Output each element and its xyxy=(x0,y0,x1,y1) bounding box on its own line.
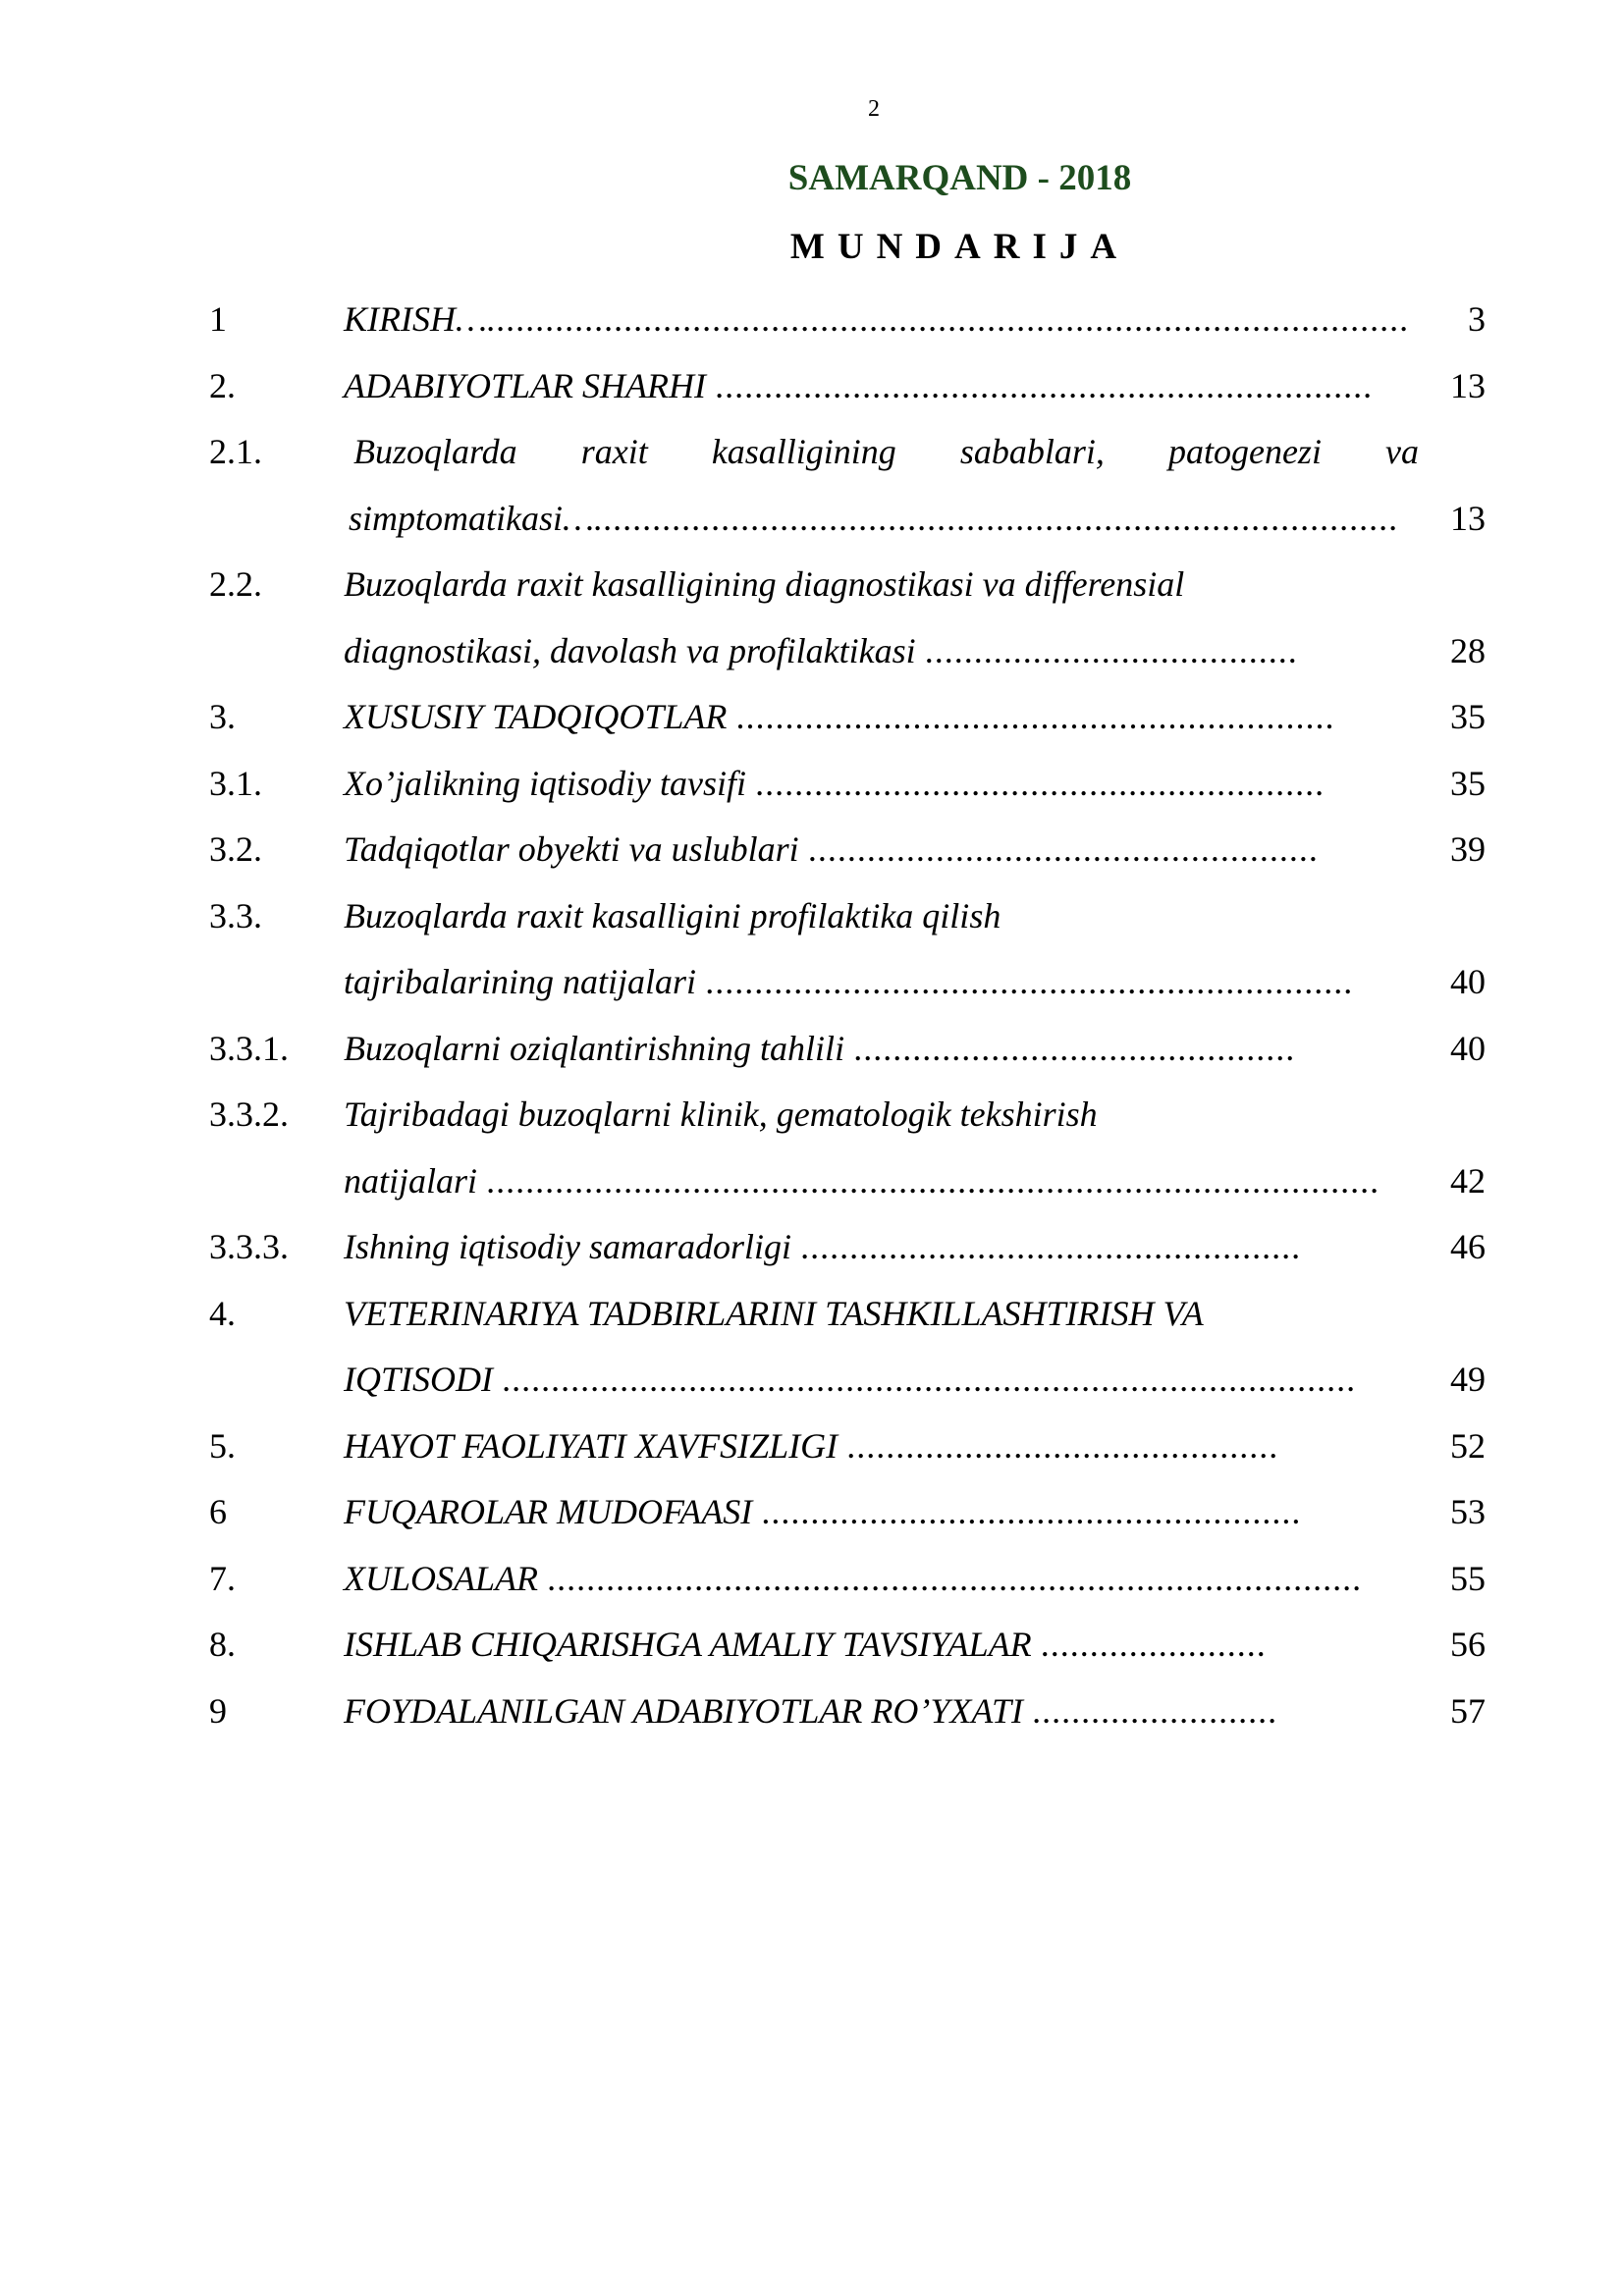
leader-dots: .......................................................... xyxy=(745,763,1325,803)
leader-dots: ............................................. xyxy=(844,1028,1297,1068)
page-number: 2 xyxy=(868,96,880,122)
toc-entry-title-continuation: IQTISODI ....................................................................................... xyxy=(344,1360,1357,1399)
toc-entry-number: 3.3.3. xyxy=(209,1227,289,1266)
leader-dots: .................................................................................. xyxy=(594,498,1400,538)
city-year-heading: SAMARQAND - 2018 xyxy=(787,158,1132,198)
toc-entry-title: Tadqiqotlar obyekti va uslublari .................................................... xyxy=(344,829,1320,869)
toc-entry-continuation[interactable] xyxy=(0,1347,1623,1414)
toc-entry[interactable] xyxy=(0,552,1623,618)
toc-entry[interactable] xyxy=(0,287,1623,353)
toc-entry[interactable] xyxy=(0,684,1623,751)
toc-entry-number: 6 xyxy=(209,1492,227,1531)
toc-entry-title: VETERINARIYA TADBIRLARINI TASHKILLASHTIRISH VA xyxy=(344,1293,1204,1333)
toc-entry-number: 3.1. xyxy=(209,763,262,803)
leader-dots: ................................................................................... xyxy=(538,1558,1363,1598)
toc-entry-continuation[interactable] xyxy=(0,1148,1623,1215)
toc-entry-title: KIRISH….............................................................................................. xyxy=(344,299,1410,339)
toc-entry-title: Xo’jalikning iqtisodiy tavsifi .......................................................... xyxy=(344,763,1325,803)
toc-entry-continuation[interactable] xyxy=(0,618,1623,685)
toc-entry-page: 3 xyxy=(1468,299,1486,339)
toc-entry-number: 7. xyxy=(209,1558,236,1598)
toc-entry-page: 39 xyxy=(1450,829,1486,869)
toc-entry-title: Ishning iqtisodiy samaradorligi ................................................... xyxy=(344,1227,1303,1266)
toc-entry[interactable] xyxy=(0,1479,1623,1546)
toc-entry[interactable] xyxy=(0,1612,1623,1679)
toc-entry-number: 2. xyxy=(209,365,236,405)
toc-entry-number: 3.2. xyxy=(209,829,262,869)
leader-dots: ................................................... xyxy=(791,1227,1303,1266)
leader-dots: ......................... xyxy=(1023,1690,1279,1731)
toc-entry-title: Buzoqlarni oziqlantirishning tahlili ............................................. xyxy=(344,1028,1297,1068)
leader-dots: ...................................... xyxy=(915,630,1299,670)
toc-entry-page: 46 xyxy=(1450,1227,1486,1266)
toc-entry[interactable] xyxy=(0,1016,1623,1083)
toc-entry-page: 40 xyxy=(1450,1028,1486,1068)
leader-dots: ....................................................................................... xyxy=(492,1360,1357,1399)
leader-dots: ....................... xyxy=(1031,1625,1268,1664)
toc-entry-page: 35 xyxy=(1450,697,1486,736)
leader-dots: ................................................................... xyxy=(705,365,1374,405)
toc-entry[interactable] xyxy=(0,1082,1623,1148)
toc-entry-number: 5. xyxy=(209,1425,236,1466)
leader-dots: ....................................................... xyxy=(752,1492,1303,1531)
leader-dots: .................................................... xyxy=(798,829,1320,869)
toc-entry-number: 3. xyxy=(209,697,236,736)
toc-entry-title: HAYOT FAOLIYATI XAVFSIZLIGI ............................................ xyxy=(344,1425,1280,1466)
toc-entry-number: 2.1. xyxy=(209,432,262,471)
toc-entry-title-continuation: natijalari ........................................................................................... xyxy=(344,1160,1381,1201)
toc-entry-title-continuation: simptomatikasi….................................................................................. xyxy=(349,498,1400,538)
toc-entry-page: 13 xyxy=(1450,498,1486,538)
toc-title: MUNDARIJA xyxy=(789,227,1130,267)
toc-entry-page: 57 xyxy=(1450,1690,1486,1731)
toc-entry[interactable] xyxy=(0,751,1623,818)
toc-entry-page: 13 xyxy=(1450,365,1486,405)
toc-entry-title: ADABIYOTLAR SHARHI ................................................................... xyxy=(344,365,1374,405)
leader-dots: .............................................................................................. xyxy=(487,299,1410,339)
toc-entry-title: Buzoqlarda raxit kasalligining sabablari, patogenezi va xyxy=(353,432,1419,471)
toc-entry-title-continuation: diagnostikasi, davolash va profilaktikasi ...................................... xyxy=(344,630,1299,670)
toc-entry-number: 3.3.1. xyxy=(209,1028,289,1068)
toc-entry-page: 55 xyxy=(1450,1558,1486,1598)
toc-entry-number: 3.3. xyxy=(209,895,262,935)
toc-entry-page: 40 xyxy=(1450,962,1486,1001)
toc-entry-number: 9 xyxy=(209,1690,227,1731)
toc-entry-continuation[interactable] xyxy=(0,486,1623,553)
leader-dots: ........................................................................................... xyxy=(477,1160,1381,1201)
toc-entry[interactable] xyxy=(0,1281,1623,1348)
toc-entry-number: 2.2. xyxy=(209,564,262,604)
toc-entry[interactable] xyxy=(0,353,1623,420)
toc-entry-title-continuation: tajribalarining natijalari .................................................................. xyxy=(344,962,1355,1001)
toc-entry[interactable] xyxy=(0,1679,1623,1745)
toc-entry-title: XULOSALAR ................................................................................... xyxy=(344,1558,1363,1598)
toc-entry-page: 53 xyxy=(1450,1492,1486,1531)
toc-entry-title: Buzoqlarda raxit kasalligining diagnostikasi va differensial xyxy=(344,564,1185,604)
toc-entry-continuation[interactable] xyxy=(0,949,1623,1016)
leader-dots: ............................................ xyxy=(838,1425,1280,1466)
toc-entry-title: Buzoqlarda raxit kasalligini profilaktika qilish xyxy=(344,895,1001,935)
toc-entry-page: 56 xyxy=(1450,1625,1486,1664)
toc-entry[interactable] xyxy=(0,1214,1623,1281)
toc-entry[interactable] xyxy=(0,419,1623,486)
toc-entry-number: 4. xyxy=(209,1293,236,1333)
toc-entry-title: FOYDALANILGAN ADABIYOTLAR RO’YXATI ......................... xyxy=(344,1690,1279,1731)
toc-entry-page: 42 xyxy=(1450,1160,1486,1201)
toc-entry-title: ISHLAB CHIQARISHGA AMALIY TAVSIYALAR ....................... xyxy=(344,1625,1268,1664)
toc-entry-page: 49 xyxy=(1450,1360,1486,1399)
toc-entry[interactable] xyxy=(0,1546,1623,1613)
toc-entry-page: 35 xyxy=(1450,763,1486,803)
leader-dots: .................................................................. xyxy=(696,962,1355,1001)
toc-entry-title: FUQAROLAR MUDOFAASI ....................................................... xyxy=(344,1492,1303,1531)
toc-entry-number: 8. xyxy=(209,1625,236,1664)
toc-entry[interactable] xyxy=(0,1414,1623,1480)
toc-entry-number: 3.3.2. xyxy=(209,1095,289,1134)
toc-entry[interactable] xyxy=(0,817,1623,883)
toc-entry-number: 1 xyxy=(209,299,227,339)
toc-entry-title: Tajribadagi buzoqlarni klinik, gematologik tekshirish xyxy=(344,1095,1098,1134)
toc-entry-page: 52 xyxy=(1450,1425,1486,1466)
leader-dots: ............................................................. xyxy=(727,697,1336,736)
toc-entry[interactable] xyxy=(0,883,1623,950)
toc-entry-page: 28 xyxy=(1450,630,1486,670)
toc-entry-title: XUSUSIY TADQIQOTLAR ............................................................. xyxy=(344,697,1336,736)
table-of-contents xyxy=(0,287,1623,1744)
